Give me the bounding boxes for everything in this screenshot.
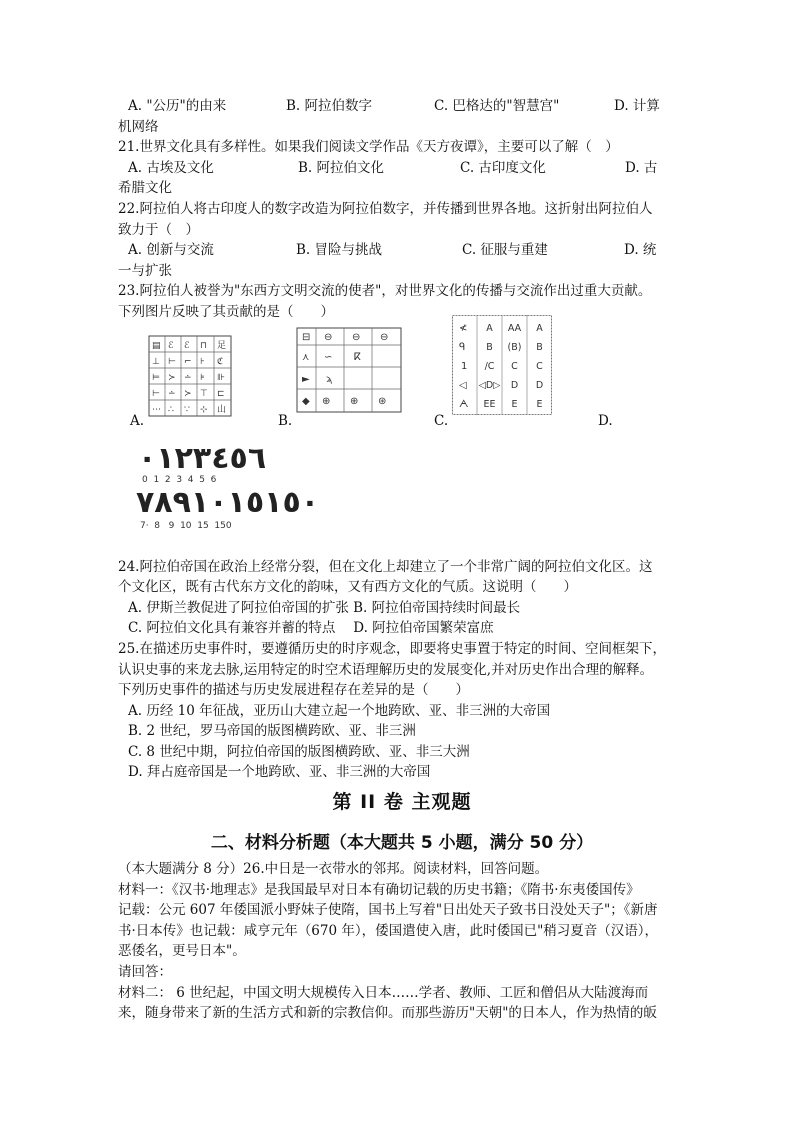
q24-options-ab[interactable]: A. 伊斯兰教促进了阿拉伯帝国的扩张 B. 阿拉伯帝国持续时间最长 xyxy=(128,599,521,616)
q22-stem-line1: 22.阿拉伯人将古印度人的数字改造为阿拉伯数字，并传播到世界各地。这折射出阿拉伯人 xyxy=(118,200,653,217)
q24-stem-line2: 个文化区，既有古代东方文化的韵味，又有西方文化的气质。这说明（ ） xyxy=(118,579,577,596)
section-subtitle: 二、材料分析题（本大题共 5 小题，满分 50 分） xyxy=(210,833,594,854)
q21-option-c[interactable]: C. 古印度文化 xyxy=(460,159,546,176)
svg-text:∸: ∸ xyxy=(168,388,176,399)
q23-stem-line1: 23.阿拉伯人被誉为"东西方文明交流的使者"，对世界文化的传播与交流作出过重大贡献。 xyxy=(118,283,652,300)
svg-text:⋯: ⋯ xyxy=(152,404,161,415)
svg-text:ℰ: ℰ xyxy=(184,340,190,351)
svg-text:ϡ: ϡ xyxy=(326,373,333,385)
q21-option-a[interactable]: A. 古埃及文化 xyxy=(128,159,214,176)
q24-options-cd[interactable]: C. 阿拉伯文化具有兼容并蓄的特点 D. 阿拉伯帝国繁荣富庶 xyxy=(128,620,494,637)
svg-text:⊹: ⊹ xyxy=(200,404,208,415)
svg-text:⊖: ⊖ xyxy=(324,331,333,343)
svg-text:⊏: ⊏ xyxy=(217,388,225,399)
svg-text:⌐: ⌐ xyxy=(184,356,192,367)
svg-text:⊨: ⊨ xyxy=(152,372,160,383)
svg-text:⊧: ⊧ xyxy=(200,372,205,383)
q26-material1-line4: 恶倭名，更号日本"。 xyxy=(118,943,246,960)
q22-option-c[interactable]: C. 征服与重建 xyxy=(462,242,548,259)
q22-option-d[interactable]: D. 统 xyxy=(624,242,657,259)
q23-fig-d-arabic-row1: ٠١٢٣٤٥٦ xyxy=(138,440,267,476)
q26-intro: （本大题满分 8 分）26.中日是一衣带水的邻邦。阅读材料，回答问题。 xyxy=(118,861,549,878)
q25-stem-line3: 下列历史事件的描述与历史发展进程存在差异的是（ ） xyxy=(118,682,469,699)
svg-text:∸: ∸ xyxy=(184,372,192,383)
svg-text:ⴽ: ⴽ xyxy=(354,351,361,363)
svg-text:⊛: ⊛ xyxy=(378,395,387,407)
q23-fig-c-cell: E xyxy=(536,398,543,410)
q23-fig-c-cell: /C xyxy=(484,360,495,372)
q23-fig-c-cell: C xyxy=(511,360,518,372)
q20-option-c[interactable]: C. 巴格达的"智慧宫" xyxy=(434,98,560,114)
svg-text:⊤: ⊤ xyxy=(200,388,208,399)
q23-fig-c-cell: (B) xyxy=(507,341,522,353)
q21-option-b[interactable]: B. 阿拉伯文化 xyxy=(298,159,385,176)
q26-material1-line1: 材料一：《汉书·地理志》是我国最早对日本有确切记载的历史书籍；《隋书·东夷倭国传》 xyxy=(118,881,640,898)
svg-text:∽: ∽ xyxy=(324,351,333,363)
svg-text:⊖: ⊖ xyxy=(352,331,361,343)
q23-figure-d-arabic-numerals[interactable] xyxy=(130,439,686,539)
svg-text:▤: ▤ xyxy=(152,340,161,351)
svg-text:≻: ≻ xyxy=(168,372,176,383)
q23-fig-c-cell: A xyxy=(536,322,543,334)
q23-label-d[interactable]: D. xyxy=(598,412,613,429)
q22-options xyxy=(118,240,686,261)
q26-material2-line1: 材料二： 6 世纪起，中国文明大规模传入日本……学者、教师、工匠和僧侣从大陆渡海而 xyxy=(118,984,649,1001)
svg-text:⊖: ⊖ xyxy=(380,331,389,343)
q23-fig-c-cell: B xyxy=(486,341,493,353)
q23-fig-c-cell: AA xyxy=(507,322,522,334)
svg-text:⊕: ⊕ xyxy=(322,395,331,407)
q21-option-d[interactable]: D. 古 xyxy=(625,159,658,176)
q20-option-a[interactable]: A. "公历"的由来 xyxy=(128,98,227,114)
q23-fig-c-cell: C xyxy=(536,360,543,372)
q23-stem-line2: 下列图片反映了其贡献的是（ ） xyxy=(118,303,334,320)
q26-material1-line3: 书·日本传》也记载：咸亨元年（670 年），倭国遣使入唐，此时倭国已"稍习夏音（汉语）， xyxy=(118,922,659,939)
svg-text:1: 1 xyxy=(461,360,468,372)
q25-option-c[interactable]: C. 8 世纪中期，阿拉伯帝国的版图横跨欧、亚、非三大洲 xyxy=(128,743,470,760)
q26-material1-line2: 记载：公元 607 年倭国派小野妹子使隋，国书上写着"日出处天子致书日没处天子"；《新唐 xyxy=(118,902,658,919)
q20-option-b[interactable]: B. 阿拉伯数字 xyxy=(286,98,373,114)
svg-text:►: ► xyxy=(302,373,310,385)
q22-stem-line2: 致力于（ ） xyxy=(118,221,199,238)
q23-fig-d-arabic-row2: ٧٨٩١٠١٥١٥٠ xyxy=(136,484,320,520)
q23-fig-c-cell: D xyxy=(535,379,544,391)
svg-text:⊦: ⊦ xyxy=(200,356,205,367)
svg-text:≮: ≮ xyxy=(459,322,468,334)
section-title: 第 II 卷 主观题 xyxy=(332,791,472,814)
svg-text:∴: ∴ xyxy=(168,404,174,415)
q20-options xyxy=(118,96,686,117)
q24-stem-line1: 24.阿拉伯帝国在政治上经常分裂，但在文化上却建立了一个非常广阔的阿拉伯文化区。这 xyxy=(118,558,653,575)
q23-fig-c-cell: B xyxy=(536,341,543,353)
q21-option-d-continued: 希腊文化 xyxy=(118,180,172,197)
svg-text:⊓: ⊓ xyxy=(200,340,208,351)
q25-stem-line2: 认识史事的来龙去脉,运用特定的时空术语理解历史的发展变化,并对历史作出合理的解释。 xyxy=(118,661,654,678)
q23-label-c[interactable]: C. xyxy=(434,412,449,429)
q23-fig-d-latin-row2: 7· 8 9 10 15 150 xyxy=(140,520,232,531)
q23-image-options xyxy=(118,322,686,439)
q26-material2-line2: 来，随身带来了新的生活方式和新的宗教信仰。而那些游历"天朝"的日本人，作为热情的皈 xyxy=(118,1005,657,1022)
svg-text:ℭ: ℭ xyxy=(217,356,224,367)
q23-label-b[interactable]: B. xyxy=(278,412,293,429)
svg-text:⊟: ⊟ xyxy=(302,331,311,343)
q22-option-a[interactable]: A. 创新与交流 xyxy=(128,242,214,259)
q23-figure-a-cuneiform-table[interactable] xyxy=(148,335,232,417)
q23-fig-d-latin-row1: 0 1 2 3 4 5 6 xyxy=(142,474,217,485)
q23-figure-b-hieroglyph-table[interactable] xyxy=(296,327,402,413)
q26-ask: 请回答： xyxy=(118,964,172,981)
svg-text:⊕: ⊕ xyxy=(350,395,359,407)
svg-text:ᑫ: ᑫ xyxy=(459,341,466,353)
svg-text:⊢: ⊢ xyxy=(152,388,160,399)
svg-text:山: 山 xyxy=(217,404,227,415)
q22-option-b[interactable]: B. 冒险与挑战 xyxy=(296,242,383,259)
q23-fig-c-cell: D xyxy=(510,379,519,391)
q23-label-a[interactable]: A. xyxy=(130,412,145,429)
svg-text:ℰ: ℰ xyxy=(168,340,174,351)
svg-text:∵: ∵ xyxy=(184,404,190,415)
q23-fig-c-cell: ◁D▷ xyxy=(478,379,501,391)
q23-figure-c-alphabet-table[interactable] xyxy=(452,315,552,415)
svg-text:⊥: ⊥ xyxy=(152,356,160,367)
svg-text:ᗅ: ᗅ xyxy=(459,398,469,410)
svg-text:⊪: ⊪ xyxy=(217,372,225,383)
q25-option-d[interactable]: D. 拜占庭帝国是一个地跨欧、亚、非三洲的大帝国 xyxy=(128,764,431,781)
q20-option-d-continued: 机网络 xyxy=(118,118,159,135)
q25-option-a[interactable]: A. 历经 10 年征战，亚历山大建立起一个地跨欧、亚、非三洲的大帝国 xyxy=(128,702,551,719)
q25-stem-line1: 25.在描述历史事件时，要遵循历史的时序观念，即要将史事置于特定的时间、空间框架下， xyxy=(118,640,666,657)
q25-option-b[interactable]: B. 2 世纪，罗马帝国的版图横跨欧、亚、非三洲 xyxy=(128,723,416,740)
q21-stem: 21.世界文化具有多样性。如果我们阅读文学作品《天方夜谭》，主要可以了解（ ） xyxy=(118,139,619,156)
q23-fig-c-cell: EE xyxy=(483,398,496,410)
svg-text:≻: ≻ xyxy=(184,388,192,399)
q23-fig-c-cell: E xyxy=(511,398,518,410)
q22-option-d-continued: 一与扩张 xyxy=(118,262,172,279)
svg-text:⋏: ⋏ xyxy=(302,351,310,363)
svg-text:◁: ◁ xyxy=(459,379,467,391)
q20-option-d[interactable]: D. 计算 xyxy=(614,98,660,114)
q23-fig-c-cell: A xyxy=(486,322,493,334)
svg-text:足: 足 xyxy=(217,340,227,351)
q21-options xyxy=(118,158,686,179)
exam-page xyxy=(118,96,686,1024)
svg-text:◆: ◆ xyxy=(302,395,310,407)
svg-text:⊢: ⊢ xyxy=(168,356,176,367)
